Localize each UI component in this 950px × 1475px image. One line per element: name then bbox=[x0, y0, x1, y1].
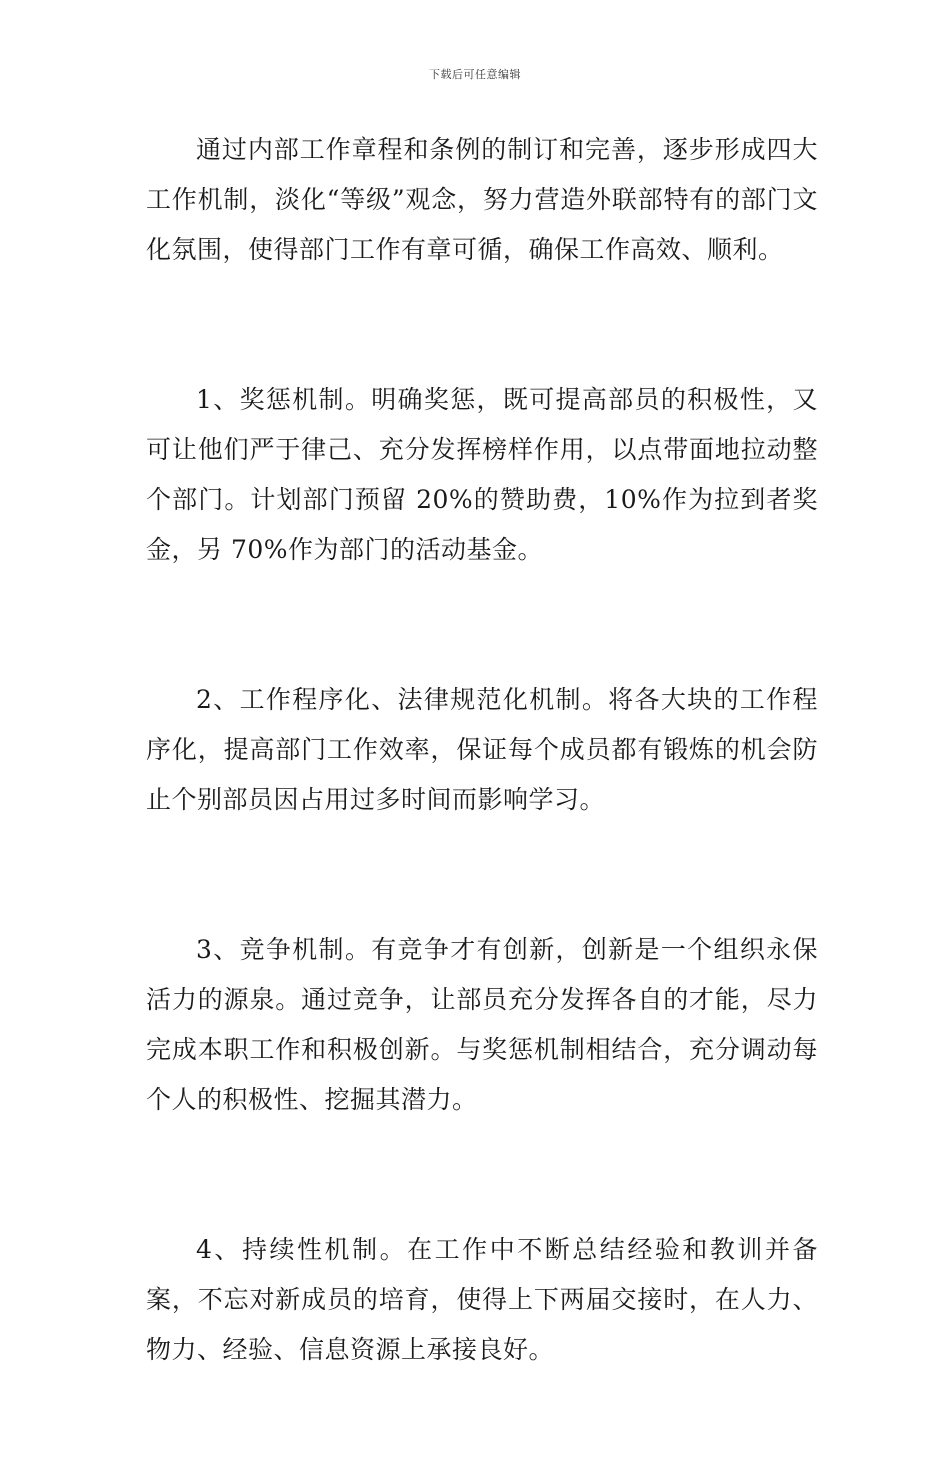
page-header: 下载后可任意编辑 bbox=[429, 68, 521, 81]
paragraph-procedure: 2、工作程序化、法律规范化机制。将各大块的工作程序化，提高部门工作效率，保证每个成员都有锻炼的机会防止个别部员因占用过多时间而影响学习。 bbox=[146, 685, 818, 814]
paragraph-competition: 3、竞争机制。有竞争才有创新，创新是一个组织永保活力的源泉。通过竞争，让部员充分发挥各自的才能，尽力完成本职工作和积极创新。与奖惩机制相结合，充分调动每个人的积极性、挖掘其潜力。 bbox=[146, 935, 818, 1114]
document-body bbox=[146, 125, 818, 1475]
paragraph-continuity: 4、持续性机制。在工作中不断总结经验和教训并备案，不忘对新成员的培育，使得上下两届交接时，在人力、物力、经验、信息资源上承接良好。 bbox=[146, 1235, 818, 1364]
intro-paragraph: 通过内部工作章程和条例的制订和完善，逐步形成四大工作机制，淡化“等级”观念，努力营造外联部特有的部门文化氛围，使得部门工作有章可循，确保工作高效、顺利。 bbox=[146, 135, 818, 264]
paragraph-reward-punishment: 1、奖惩机制。明确奖惩，既可提高部员的积极性，又可让他们严于律己、充分发挥榜样作用，以点带面地拉动整个部门。计划部门预留 20%的赞助费，10%作为拉到者奖金，另 70%作为部门的活动基金。 bbox=[146, 385, 818, 564]
